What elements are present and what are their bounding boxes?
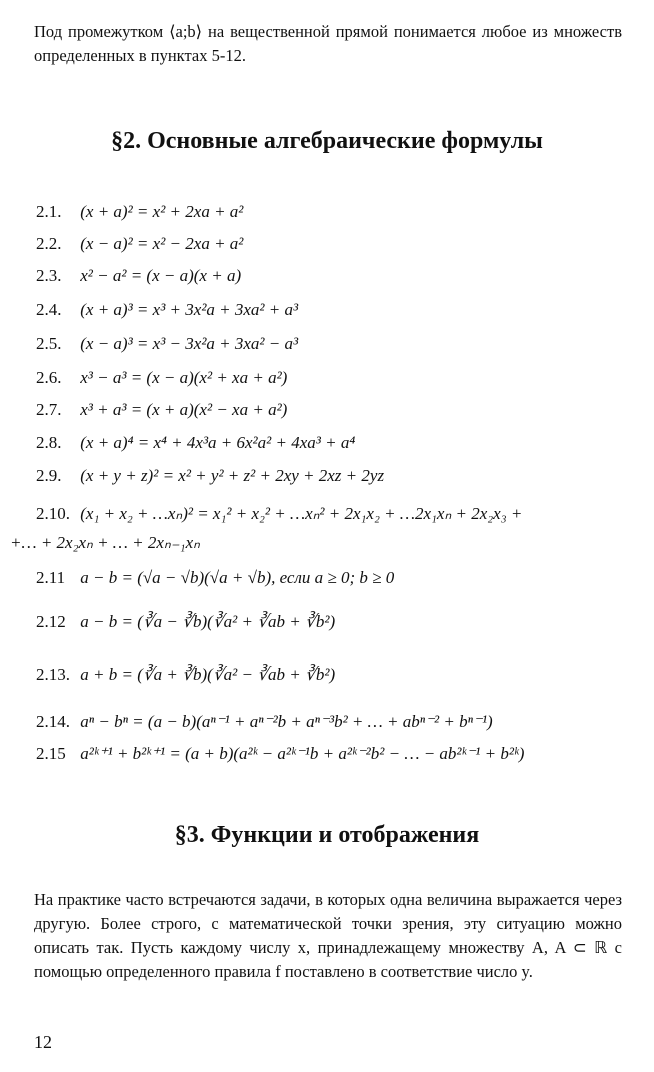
section-2-title: §2. Основные алгебраические формулы [111, 128, 543, 154]
formula-number: 2.8. [36, 433, 62, 452]
formula-expression: x³ − a³ = (x − a)(x² + xa + a²) [80, 368, 288, 387]
formula-number: 2.4. [36, 300, 62, 319]
formula-expression: x³ + a³ = (x + a)(x² − xa + a²) [80, 400, 288, 419]
formula-expression: (x + a)³ = x³ + 3x²a + 3xa² + a³ [80, 300, 299, 319]
formula-2-1 [36, 201, 243, 223]
formula-expression: aⁿ − bⁿ = (a − b)(aⁿ⁻¹ + aⁿ⁻²b + aⁿ⁻³b² + … + abⁿ⁻² + bⁿ⁻¹) [80, 712, 493, 731]
formula-number: 2.10. [36, 504, 70, 523]
formula-number: 2.13. [36, 665, 70, 684]
formula-number: 2.2. [36, 234, 62, 253]
formula-expression: a − b = (√a − √b)(√a + √b), если a ≥ 0; b ≥ 0 [80, 568, 395, 587]
formula-number: 2.5. [36, 334, 62, 353]
formula-number: 2.1. [36, 202, 62, 221]
formula-2-11 [36, 567, 394, 589]
formula-2-14 [36, 711, 493, 733]
formula-2-5 [36, 333, 298, 355]
formula-expression: (x + y + z)² = x² + y² + z² + 2xy + 2xz + 2yz [80, 466, 385, 485]
formula-number: 2.15 [36, 744, 66, 763]
formula-number: 2.14. [36, 712, 70, 731]
section-3-title: §3. Функции и отображения [174, 822, 480, 848]
formula-2-6 [36, 367, 287, 389]
formula-expression: a + b = (∛a + ∛b)(∛a² − ∛ab + ∛b²) [80, 665, 336, 684]
formula-expression: x² − a² = (x − a)(x + a) [80, 266, 242, 285]
formula-2-12 [36, 611, 335, 633]
formula-expression: (x₁ + x₂ + …xₙ)² = x₁² + x₂² + …xₙ² + 2x₁x₂ + …2x₁xₙ + 2x₂x₃ + [80, 504, 523, 523]
intro-paragraph: Под промежутком ⟨a;b⟩ на вещественной прямой понимается любое из множеств определенных в пунктах 5-12. [34, 22, 622, 65]
section-3-paragraph: На практике часто встречаются задачи, в которых одна величина выражается через другую. Более строго, с математической точки зрения, эту ситуацию можно описать так. Пусть каждому числу x, принадлежащему множеству A, A ⊂ ℝ с помощью определенного правила f поставлено в соответствие число y. [34, 890, 622, 981]
formula-2-4 [36, 299, 298, 321]
formula-expression: (x − a)³ = x³ − 3x²a + 3xa² − a³ [80, 334, 299, 353]
formula-number: 2.12 [36, 612, 66, 631]
formula-number: 2.6. [36, 368, 62, 387]
formula-expression: (x + a)² = x² + 2xa + a² [80, 202, 244, 221]
formula-expression: a − b = (∛a − ∛b)(∛a² + ∛ab + ∛b²) [80, 612, 336, 631]
formula-2-10 [36, 503, 522, 525]
formula-2-10-continuation [10, 532, 200, 554]
formula-number: 2.7. [36, 400, 62, 419]
formula-2-9 [36, 465, 384, 487]
page-number: 12 [34, 1032, 52, 1052]
formula-expression: a²ᵏ⁺¹ + b²ᵏ⁺¹ = (a + b)(a²ᵏ − a²ᵏ⁻¹b + a²ᵏ⁻²b² − … − ab²ᵏ⁻¹ + b²ᵏ) [80, 744, 525, 763]
formula-2-8 [36, 432, 355, 454]
formula-expression: (x + a)⁴ = x⁴ + 4x³a + 6x²a² + 4xa³ + a⁴ [80, 433, 356, 452]
formula-number: 2.11 [36, 568, 66, 587]
formula-2-15 [36, 743, 524, 765]
formula-number: 2.9. [36, 466, 62, 485]
formula-number: 2.3. [36, 266, 62, 285]
formula-expression: +… + 2x₂xₙ + … + 2xₙ₋₁xₙ [10, 533, 200, 552]
formula-2-2 [36, 233, 243, 255]
formula-2-13 [36, 664, 335, 686]
formula-expression: (x − a)² = x² − 2xa + a² [80, 234, 244, 253]
formula-2-3 [36, 265, 241, 287]
formula-2-7 [36, 399, 287, 421]
